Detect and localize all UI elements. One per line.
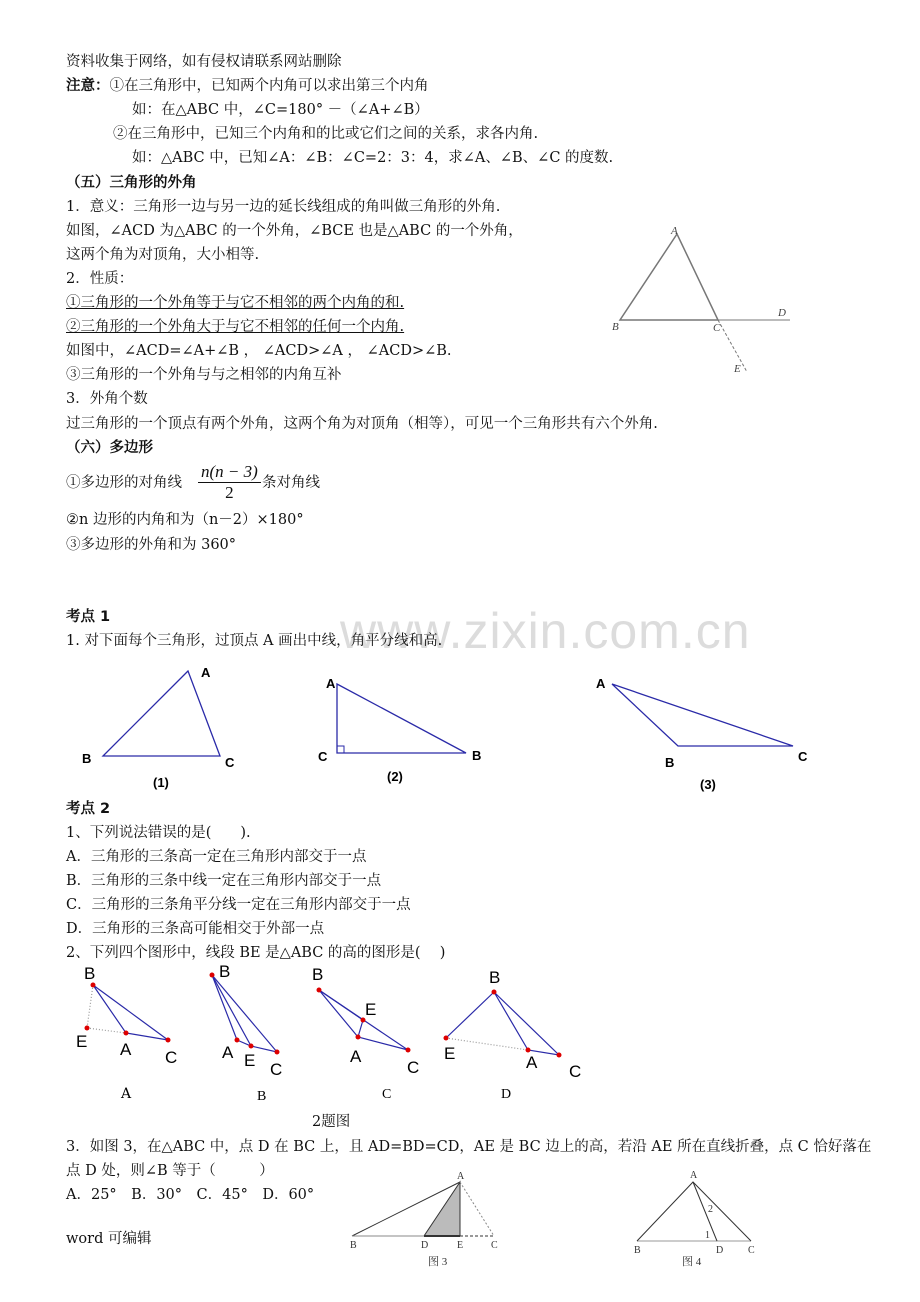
figure-label: A — [326, 676, 336, 691]
figure-label: A — [201, 665, 211, 680]
s5-line-9: 3．外角个数 — [66, 391, 148, 407]
s5-line-1: 1．意义：三角形一边与另一边的延长线组成的角叫做三角形的外角. — [66, 199, 501, 215]
figure-4 — [634, 1170, 755, 1268]
k2-option-c: C．三角形的三条角平分线一定在三角形内部交于一点 — [66, 897, 411, 913]
label-e: E — [734, 363, 741, 375]
figure-label: B — [312, 965, 324, 984]
k1-figure-2 — [318, 676, 481, 784]
header-note: 资料收集于网络，如有侵权请联系网站删除 — [66, 54, 342, 70]
k2-question-3a: 3．如图 3，在△ABC 中，点 D 在 BC 上，且 AD=BD=CD，AE 是 BC 边上的高，若沿 AE 所在直线折叠，点 C 恰好落在 — [66, 1139, 872, 1155]
k2-question-3-options: A．25° B．30° C．45° D．60° — [66, 1187, 315, 1203]
s6-line-1-post: 条对角线 — [262, 475, 320, 491]
label-c: C — [713, 322, 721, 334]
figure-label: E — [444, 1044, 456, 1063]
section-5-title: （五）三角形的外角 — [66, 175, 197, 191]
figure-label: E — [457, 1240, 464, 1251]
figure-label: (1) — [153, 775, 169, 790]
s5-line-10: 过三角形的一个顶点有两个外角，这两个角为对顶角（相等），可见一个三角形共有六个外角. — [66, 416, 658, 432]
exterior-angle-figure — [612, 225, 790, 375]
s5-line-7: 如图中，∠ACD=∠A+∠B ， ∠ACD>∠A ， ∠ACD>∠B. — [66, 343, 452, 359]
figure-label: E — [244, 1051, 256, 1070]
k2-figure-a — [76, 964, 177, 1102]
k1-figure-3 — [596, 676, 808, 792]
figure-label: C — [798, 749, 808, 764]
fig-caption-2: 2题图 — [312, 1114, 351, 1130]
figure-label: A — [690, 1170, 698, 1181]
kaodian-1-title: 考点 1 — [66, 609, 111, 625]
label-a: A — [671, 225, 678, 237]
k2-question-1: 1、下列说法错误的是( ). — [66, 825, 251, 841]
figure-label: C — [270, 1060, 283, 1079]
section-6-title: （六）多边形 — [66, 440, 153, 456]
figure-label: B — [82, 751, 92, 766]
note-text: ①在三角形中，已知两个内角可以求出第三个内角 — [109, 78, 429, 94]
s5-line-6: ②三角形的一个外角大于与它不相邻的任何一个内角. — [66, 319, 405, 335]
k2-figure-d — [444, 968, 582, 1102]
figure-label: C — [407, 1058, 420, 1077]
s6-line-1-pre: ①多边形的对角线 — [66, 475, 182, 491]
figure-label: (2) — [387, 769, 403, 784]
formula-numerator: n(n − 3) — [198, 462, 261, 483]
figure-label: E — [365, 1000, 377, 1019]
figure-label: D — [421, 1240, 429, 1251]
figure-label: B — [84, 964, 96, 983]
k2-figure-b — [210, 962, 283, 1104]
figure-label: C — [382, 1087, 392, 1102]
note-label: 注意： — [66, 78, 110, 94]
figure-label: B — [257, 1089, 267, 1104]
figure-label: D — [716, 1245, 724, 1256]
figure-label: A — [120, 1040, 132, 1059]
kaodian-2-title: 考点 2 — [66, 801, 111, 817]
figure-label: B — [350, 1240, 357, 1251]
figure-label: B — [219, 962, 231, 981]
s5-line-3: 这两个角为对顶角，大小相等. — [66, 247, 260, 263]
k2-option-d: D．三角形的三条高可能相交于外部一点 — [66, 921, 325, 937]
figure-label: A — [350, 1047, 362, 1066]
k2-option-b: B．三角形的三条中线一定在三角形内部交于一点 — [66, 873, 382, 889]
figure-label: A — [457, 1171, 465, 1182]
k2-question-3b: 点 D 处，则∠B 等于（ ） — [66, 1163, 274, 1179]
label-d: D — [778, 307, 786, 319]
figure-label: 图 3 — [428, 1256, 448, 1268]
figure-3 — [350, 1171, 498, 1268]
figure-label: A — [121, 1086, 132, 1102]
watermark: www.zixin.com.cn — [340, 603, 751, 659]
formula-denominator: 2 — [225, 483, 234, 502]
s5-line-5: ①三角形的一个外角等于与它不相邻的两个内角的和. — [66, 295, 405, 311]
figure-label: C — [318, 749, 328, 764]
figure-label: C — [569, 1062, 582, 1081]
k1-question: 1. 对下面每个三角形，过顶点 A 画出中线，角平分线和高. — [66, 633, 443, 649]
k2-figure-c — [312, 965, 419, 1102]
k2-question-2: 2、下列四个图形中，线段 BE 是△ABC 的高的图形是( ) — [66, 945, 446, 961]
footer-note: word 可编辑 — [66, 1231, 152, 1247]
figure-label: A — [596, 676, 606, 691]
figure-label: C — [748, 1245, 755, 1256]
figure-label: A — [526, 1053, 538, 1072]
figure-label: B — [665, 755, 675, 770]
figure-label: B — [634, 1245, 641, 1256]
s5-line-8: ③三角形的一个外角与与之相邻的内角互补 — [66, 367, 342, 383]
figure-label: 1 — [705, 1230, 710, 1241]
figure-label: B — [472, 748, 482, 763]
figure-label: C — [225, 755, 235, 770]
k1-figure-1 — [82, 665, 235, 790]
k2-option-a: A．三角形的三条高一定在三角形内部交于一点 — [66, 849, 367, 865]
figure-label: A — [222, 1043, 234, 1062]
figure-label: (3) — [700, 777, 716, 792]
figure-label: D — [501, 1087, 512, 1102]
figure-label: C — [165, 1048, 178, 1067]
figure-label: 2 — [708, 1204, 713, 1215]
figure-label: E — [76, 1032, 88, 1051]
figure-label: 图 4 — [682, 1256, 702, 1268]
figure-label: C — [491, 1240, 498, 1251]
note-line-4: 如：△ABC 中，已知∠A：∠B：∠C=2：3：4，求∠A、∠B、∠C 的度数. — [132, 150, 614, 166]
note-line-2: 如：在△ABC 中，∠C=180° －（∠A+∠B） — [132, 102, 429, 118]
s6-line-3: ③多边形的外角和为 360° — [66, 537, 237, 553]
note-line-3: ②在三角形中，已知三个内角和的比或它们之间的关系，求各内角. — [113, 126, 539, 142]
s5-line-2: 如图，∠ACD 为△ABC 的一个外角，∠BCE 也是△ABC 的一个外角， — [66, 223, 523, 239]
figure-label: B — [489, 968, 501, 987]
s6-line-2: ②n 边形的内角和为（n－2）×180° — [66, 512, 304, 528]
label-b: B — [612, 321, 619, 333]
s5-line-4: 2．性质： — [66, 271, 134, 287]
